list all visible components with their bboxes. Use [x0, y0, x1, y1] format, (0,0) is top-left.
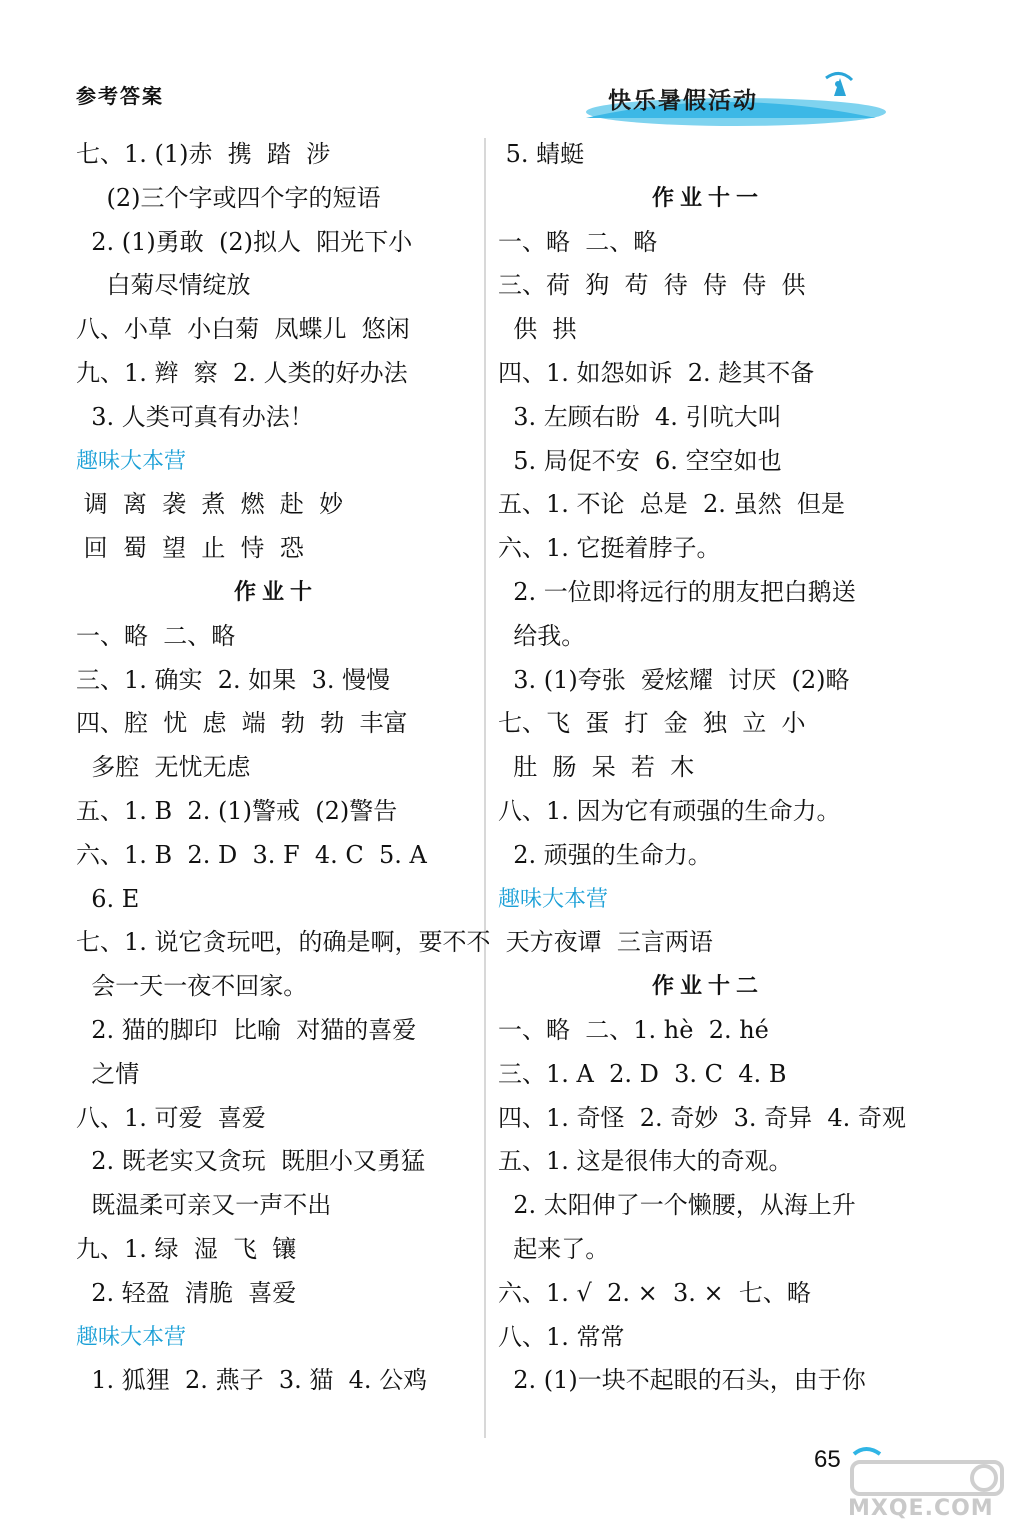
answer-line: 六、1. 它挺着脖子。 — [498, 534, 721, 563]
answer-line: 2. 顽强的生命力。 — [498, 840, 712, 869]
header-label: 参考答案 — [76, 84, 164, 108]
answer-line: 2. 太阳伸了一个懒腰，从海上升 — [498, 1191, 856, 1220]
answer-line: 四、1. 如怨如诉 2. 趁其不备 — [498, 358, 815, 387]
answer-line: 五、1. B 2. (1)警戒 (2)警告 — [76, 796, 398, 825]
right-column — [498, 133, 918, 1403]
answer-line: 调 离 袭 煮 燃 赴 妙 — [76, 490, 344, 519]
answer-line: 2. 猫的脚印 比喻 对猫的喜爱 — [76, 1015, 417, 1044]
answer-line: 五、1. 这是很伟大的奇观。 — [498, 1147, 793, 1176]
answer-line: 白菊尽情绽放 — [76, 271, 251, 300]
watermark-text: MXQE.COM — [848, 1496, 994, 1521]
section-heading: 作业十 — [233, 579, 318, 605]
answer-line: 供 拱 — [498, 315, 577, 344]
answer-line: 会一天一夜不回家。 — [76, 972, 308, 1001]
answer-line: 天方夜谭 三言两语 — [498, 928, 713, 957]
fun-section-heading: 趣味大本营 — [498, 886, 609, 912]
answer-line: 七、1. (1)赤 携 踏 涉 — [76, 140, 331, 168]
answer-line: 五、1. 不论 总是 2. 虽然 但是 — [498, 490, 845, 519]
answer-line: 三、1. A 2. D 3. C 4. B — [498, 1059, 787, 1088]
left-column — [76, 133, 491, 1403]
answer-line: 四、腔 忧 虑 端 勃 勃 丰富 — [76, 709, 408, 738]
answer-line: 一、略 二、略 — [498, 227, 658, 256]
answer-line: 八、小草 小白菊 凤蝶儿 悠闲 — [76, 315, 410, 344]
answer-line: 八、1. 可爱 喜爱 — [76, 1103, 266, 1132]
answer-line: 七、飞 蛋 打 金 独 立 小 — [498, 709, 806, 738]
answer-line: 5. 蜻蜓 — [498, 140, 585, 168]
answer-line: 3. 左顾右盼 4. 引吭大叫 — [498, 402, 782, 431]
answer-line: 九、1. 辫 察 2. 人类的好办法 — [76, 358, 408, 387]
answer-line: 6. E — [76, 884, 140, 913]
answer-line: (2)三个字或四个字的短语 — [76, 183, 381, 212]
answer-line: 一、略 二、1. hè 2. hé — [498, 1015, 769, 1044]
answer-line: 三、1. 确实 2. 如果 3. 慢慢 — [76, 665, 391, 694]
answer-line: 八、1. 常常 — [498, 1322, 625, 1351]
answer-line: 八、1. 因为它有顽强的生命力。 — [498, 796, 841, 825]
answer-line: 既温柔可亲又一声不出 — [76, 1191, 332, 1220]
answer-line: 九、1. 绿 湿 飞 镶 — [76, 1234, 297, 1263]
answer-line: 3. (1)夸张 爱炫耀 讨厌 (2)略 — [498, 665, 850, 694]
answer-line: 2. (1)勇敢 (2)拟人 阳光下小 — [76, 227, 413, 256]
answer-line: 起来了。 — [498, 1234, 610, 1263]
column-divider — [484, 138, 488, 1438]
answer-line: 2. (1)一块不起眼的石头，由于你 — [498, 1366, 866, 1395]
answer-line: 六、1. √ 2. × 3. × 七、略 — [498, 1278, 811, 1307]
answer-line: 2. 既老实又贪玩 既胆小又勇猛 — [76, 1147, 426, 1176]
answer-line: 六、1. B 2. D 3. F 4. C 5. A — [76, 840, 427, 869]
answer-line: 回 蜀 望 止 恃 恐 — [76, 534, 304, 563]
answer-line: 5. 局促不安 6. 空空如也 — [498, 446, 782, 475]
answer-line: 三、荷 狗 苟 待 侍 侍 供 — [498, 271, 806, 300]
banner-title: 快乐暑假活动 — [608, 88, 758, 114]
section-heading: 作业十二 — [651, 974, 764, 1000]
page-number: 65 — [814, 1446, 841, 1473]
answer-line: 给我。 — [498, 621, 586, 650]
fun-section-heading: 趣味大本营 — [76, 1324, 187, 1350]
answer-line: 2. 一位即将远行的朋友把白鹅送 — [498, 577, 856, 606]
answer-line: 四、1. 奇怪 2. 奇妙 3. 奇异 4. 奇观 — [498, 1103, 906, 1132]
section-heading: 作业十一 — [651, 185, 764, 211]
answer-line: 一、略 二、略 — [76, 621, 236, 650]
answer-line: 多腔 无忧无虑 — [76, 753, 251, 782]
answer-line: 七、1. 说它贪玩吧，的确是啊，要不不 — [76, 928, 491, 957]
answer-line: 3. 人类可真有办法！ — [76, 402, 314, 431]
fun-section-heading: 趣味大本营 — [76, 448, 187, 474]
answer-line: 肚 肠 呆 若 木 — [498, 753, 695, 782]
answer-line: 1. 狐狸 2. 燕子 3. 猫 4. 公鸡 — [76, 1366, 428, 1395]
answer-line: 2. 轻盈 清脆 喜爱 — [76, 1278, 297, 1307]
answer-line: 之情 — [76, 1059, 140, 1088]
